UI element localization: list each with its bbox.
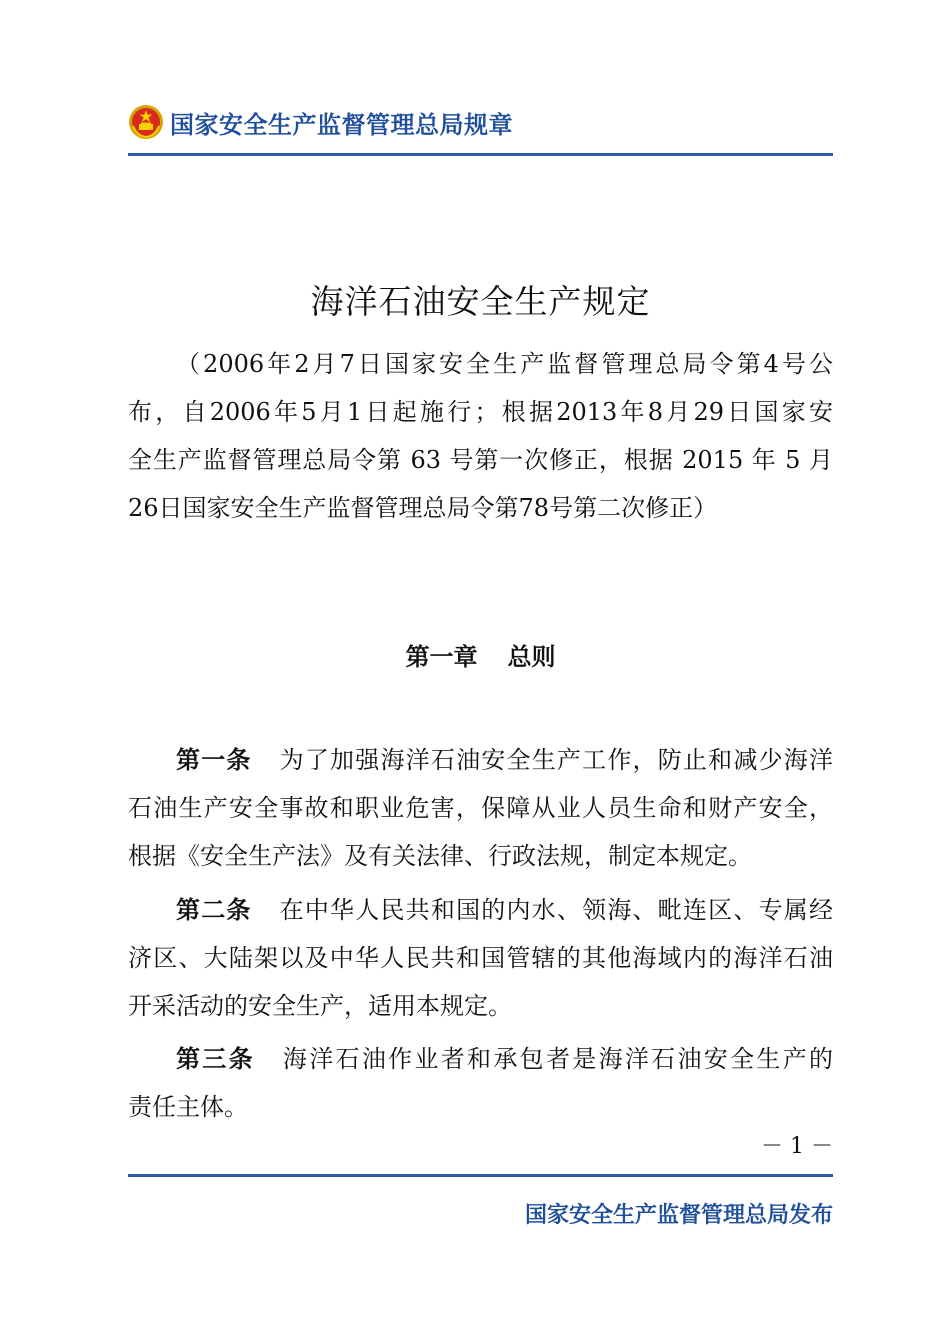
article-text: 海洋石油作业者和承包者是海洋石油安全生产的 xyxy=(282,1045,833,1073)
article-label: 第一条 xyxy=(176,746,252,774)
header-title: 国家安全生产监督管理总局规章 xyxy=(170,110,513,139)
promulgation-line: 布，自2006年5月1日起施行；根据2013年8月29日国家安 xyxy=(128,398,833,426)
footer-publisher: 国家安全生产监督管理总局发布 xyxy=(524,1203,833,1228)
article-text: 为了加强海洋石油安全生产工作，防止和减少海洋 xyxy=(279,746,833,774)
article-text: 济区、大陆架以及中华人民共和国管辖的其他海域内的海洋石油 xyxy=(128,944,833,972)
article-label: 第二条 xyxy=(176,896,252,924)
promulgation-line: 26日国家安全生产监督管理总局令第78号第二次修正） xyxy=(128,494,718,522)
document-title: 海洋石油安全生产规定 xyxy=(310,282,651,321)
page-number: － 1 － xyxy=(761,1134,833,1159)
article-text: 在中华人民共和国的内水、领海、毗连区、专属经 xyxy=(279,896,833,924)
national-emblem-icon xyxy=(128,104,164,140)
promulgation-line: （2006年2月7日国家安全生产监督管理总局令第4号公 xyxy=(176,350,833,378)
chapter-number: 第一章 xyxy=(405,643,478,671)
article-label: 第三条 xyxy=(176,1045,255,1073)
article-text: 根据《安全生产法》及有关法律、行政法规，制定本规定。 xyxy=(128,842,752,870)
chapter-title: 总则 xyxy=(507,643,556,671)
chapter-heading xyxy=(128,633,833,681)
article-text: 石油生产安全事故和职业危害，保障从业人员生命和财产安全， xyxy=(128,794,833,822)
article-3 xyxy=(128,1035,833,1131)
footer-divider xyxy=(128,1174,833,1177)
article-1 xyxy=(128,736,833,880)
promulgation-line: 全生产监督管理总局令第 63 号第一次修正，根据 2015 年 5 月 xyxy=(128,446,833,474)
page-header xyxy=(128,100,833,144)
article-text: 开采活动的安全生产，适用本规定。 xyxy=(128,992,512,1020)
article-2 xyxy=(128,886,833,1030)
article-text: 责任主体。 xyxy=(128,1093,248,1121)
header-divider xyxy=(128,153,833,156)
promulgation-note xyxy=(128,340,833,532)
